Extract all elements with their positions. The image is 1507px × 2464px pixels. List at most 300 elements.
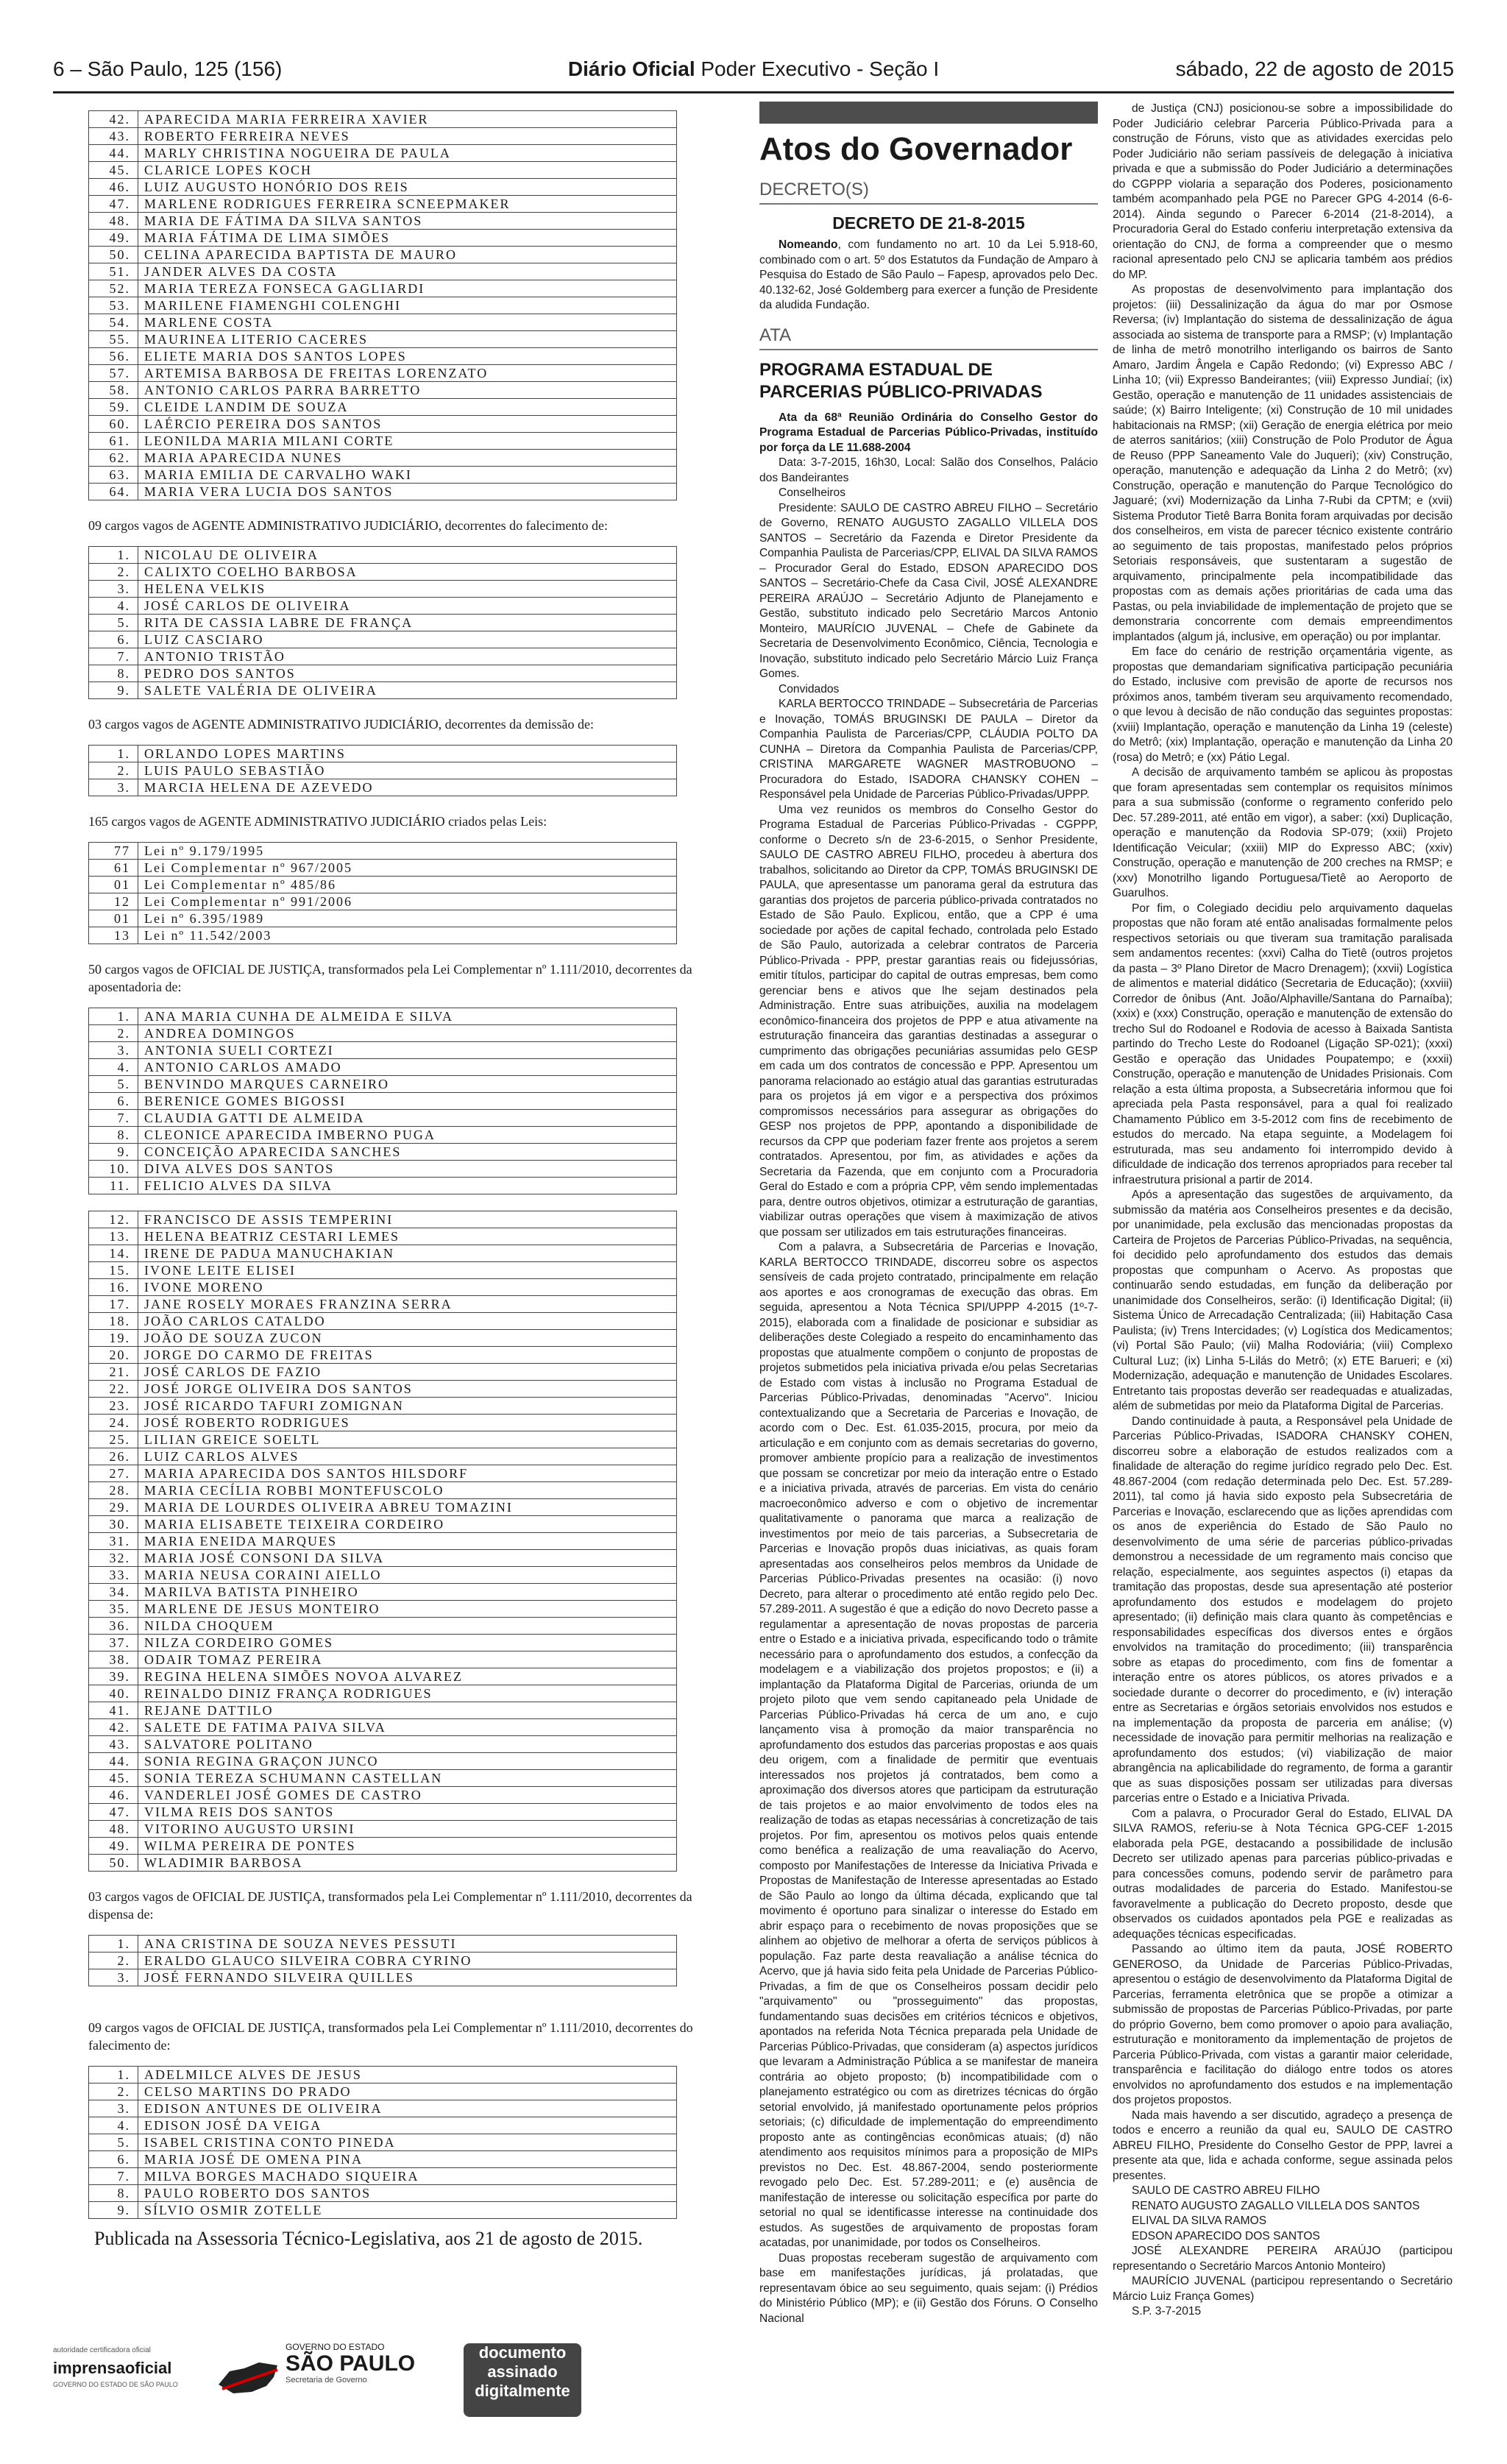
row-name: ISABEL CRISTINA CONTO PINEDA [138,2134,677,2151]
table-row [89,1161,677,1178]
row-number: 32. [89,1550,138,1567]
row-number: 42. [89,1719,138,1736]
row-name: CLARICE LOPES KOCH [138,162,677,179]
row-name: NICOLAU DE OLIVEIRA [138,547,677,564]
column-atos [759,102,1098,2325]
row-name: MARIA DE FÁTIMA DA SILVA SANTOS [138,213,677,230]
text-leis: 165 cargos vagos de AGENTE ADMINISTRATIVO JUDICIÁRIO criados pelas Leis: [88,814,547,829]
row-number: 29. [89,1499,138,1516]
row-number: 37. [89,1635,138,1651]
row-number: 28. [89,1482,138,1499]
row-name: REINALDO DINIZ FRANÇA RODRIGUES [138,1685,677,1702]
table-row [89,365,677,382]
row-name: LUIS PAULO SEBASTIÃO [138,762,677,779]
row-name: APARECIDA MARIA FERREIRA XAVIER [138,111,677,128]
paragraph: A decisão de arquivamento também se aplicou às propostas que foram apresentadas sem contemplar os requisitos mínimos para a sua submissão (conforme o regramento conferido pelo Dec. 57.289-2011, até então em vigor), a saber: (xxi) Duplicação, operação e manutenção da Rodovia SP-079; (xxii) Projeto Identificação Veicular; (xxiii) MIP do Expresso ABC; (xxiv) Construção, operação e manutenção de 200 creches na RMSP; e (xxv) Monotrilho ligando Portuguesa/Tietê ao Aeroporto de Guarulhos. [1113,766,1453,899]
table-row [89,598,677,615]
table-row [89,1499,677,1516]
row-name: JOSÉ CARLOS DE OLIVEIRA [138,598,677,615]
ata-body-cont [1113,102,1453,2184]
publication-note: Publicada na Assessoria Técnico-Legislativa, aos 21 de agosto de 2015. [94,2228,643,2249]
paper-title: Diário Oficial [567,57,695,80]
row-name: JANDER ALVES DA COSTA [138,263,677,280]
row-number: 3. [89,2100,138,2117]
row-number: 64. [89,484,138,500]
row-name: JOSÉ ROBERTO RODRIGUES [138,1415,677,1431]
row-number: 31. [89,1533,138,1550]
row-number: 6. [89,2151,138,2168]
row-number: 36. [89,1618,138,1635]
row-number: 50. [89,247,138,263]
imprensa-oficial-logo [53,2346,193,2427]
table-row [89,746,677,762]
row-name: JOSÉ RICARDO TAFURI ZOMIGNAN [138,1398,677,1415]
row-name: HELENA VELKIS [138,581,677,598]
table-row [89,2100,677,2117]
row-number: 4. [89,2117,138,2134]
row-number: 3. [89,581,138,598]
signatures [1113,2184,1453,2320]
paragraph: Com a palavra, o Procurador Geral do Estado, ELIVAL DA SILVA RAMOS, referiu-se à Nota Técnica GPG-CEF 1-2015 elaborada pela PGE, destacando a possibilidade de inclusão Decreto ser utilizado apenas para parcerias público-privadas e para concessões comuns, podendo servir de parâmetro para outras modalidades de parceria do Estado. Manifestou-se favoravelmente a publicação do Decreto proposto, desde que observados os cuidados apontados pela PGE e realizadas as adequações técnicas especificadas. [1113,1807,1453,1941]
table-row [89,1702,677,1719]
table-leis [88,842,677,944]
row-number: 2. [89,1953,138,1969]
row-number: 57. [89,365,138,382]
text-falecimento: 09 cargos vagos de AGENTE ADMINISTRATIVO JUDICIÁRIO, decorrentes do falecimento de: [88,518,609,533]
table-row [89,910,677,927]
table-row [89,263,677,280]
row-number: 9. [89,2202,138,2219]
row-name: IVONE MORENO [138,1279,677,1296]
table-row [89,2067,677,2084]
table-row [89,1618,677,1635]
table-row [89,1936,677,1953]
row-number: 18. [89,1313,138,1330]
row-name: LEONILDA MARIA MILANI CORTE [138,433,677,450]
row-number: 34. [89,1584,138,1601]
row-name: HELENA BEATRIZ CESTARI LEMES [138,1228,677,1245]
table-demissao [88,745,677,796]
table-row [89,779,677,796]
table-falecimento [88,546,677,699]
row-name: MARILVA BATISTA PINHEIRO [138,1584,677,1601]
row-name: IRENE DE PADUA MANUCHAKIAN [138,1245,677,1262]
paragraph: As propostas de desenvolvimento para implantação dos projetos: (iii) Dessalinização da água do mar por Osmose Reversa; (iv) Implantação do sistema de dessalinização de água associada ao sistema de transporte para a RMSP; (v) Implantação de linha de metrô monotrilho interligando os bairros de Santo Amaro, Jardim Ângela e Capão Redondo; (vi) Expresso ABC / Linha 10; (vii) Expresso Bandeirantes; (viii) Expresso Jundiaí; (ix) Gestão, operação e manutenção de 11 unidades assistenciais de saúde; (x) Bairro Inteligente; (xi) Construção de 10 mil unidades habitacionais na RMSP; (xii) Geração de energia elétrica por meio de aterros sanitários; (xiii) Construção de Polo Produtor de Água de Reuso (PPP Saneamento Vale do Juqueri); (xiv) Construção, operação, manutenção e adequação da Linha 2 do Metrô; (xv) Construção, operação e manutenção do Parque Tecnológico do Jaguaré; (xvi) Modernização da Linha 7-Rubi da CPTM; e (xvii) Sistema Produtor Tietê Barra Bonita foram arquivadas por decisão dos conselheiros, em vista de parecer técnico existente contrário ao seguimento de tais propostas, manifestado pelos próprios Setoriais responsáveis, que sustentaram a sugestão de arquivamento, principalmente pela incompatibilidade das propostas com as demais ações prioritárias de cada uma das Pastas, ou pela inviabilidade de implementação de projeto que se demonstraria concorrente com demais empreendimentos implantados (algum já, inclusive, em operação) ou por implantar. [1113,283,1453,643]
table-row [89,1347,677,1364]
row-number: 3. [89,1042,138,1059]
paragraph: Presidente: SAULO DE CASTRO ABREU FILHO – Secretário de Governo, RENATO AUGUSTO ZAGALLO VILLELA DOS SANTOS – Secretário da Fazenda e Diretor Presidente da Companhia Paulista de Parcerias/CPP, ELIVAL DA SILVA RAMOS – Procurador Geral do Estado, EDSON APARECIDO DOS SANTOS – Secretário-Chefe da Casa Civil, JOSÉ ALEXANDRE PEREIRA ARAÚJO – Secretário Adjunto de Planejamento e Gestão, substituto indicado pelo Secretário Marcos Antonio Monteiro, MAURÍCIO JUVENAL – Chefe de Gabinete da Secretaria de Desenvolvimento Econômico, Ciência, Tecnologia e Inovação, substituto indicado pelo Secretário Márcio Luiz França Gomes. [759,501,1098,680]
row-name: VILMA REIS DOS SANTOS [138,1804,677,1821]
row-name: REGINA HELENA SIMÕES NOVOA ALVAREZ [138,1668,677,1685]
row-number: 16. [89,1279,138,1296]
table-row [89,1228,677,1245]
row-name: ERALDO GLAUCO SILVEIRA COBRA CYRINO [138,1953,677,1969]
row-name: SONIA TEREZA SCHUMANN CASTELLAN [138,1770,677,1787]
gov-top: GOVERNO DO ESTADO [286,2342,385,2352]
row-name: LILIAN GREICE SOELTL [138,1431,677,1448]
table-row [89,348,677,365]
table-row [89,1296,677,1313]
row-number: 12 [89,893,138,910]
row-name: LUIZ CASCIARO [138,631,677,648]
table-row [89,1279,677,1296]
row-number: 17. [89,1296,138,1313]
text-aposentadoria: 50 cargos vagos de OFICIAL DE JUSTIÇA, transformados pela Lei Complementar nº 1.111/2010, decorrentes da aposentadoria de: [88,962,692,994]
row-number: 39. [89,1668,138,1685]
row-name: MARILENE FIAMENGHI COLENGHI [138,297,677,314]
table-row [89,331,677,348]
row-number: 1. [89,547,138,564]
table-row [89,893,677,910]
table-row [89,2168,677,2185]
row-number: 2. [89,762,138,779]
table-row [89,927,677,944]
signature-line: ELIVAL DA SILVA RAMOS [1132,2215,1267,2227]
table-row [89,1415,677,1431]
row-name: MARIA CECÍLIA ROBBI MONTEFUSCOLO [138,1482,677,1499]
row-name: VANDERLEI JOSÉ GOMES DE CASTRO [138,1787,677,1804]
table-row [89,1144,677,1161]
imprensa-sub: GOVERNO DO ESTADO DE SÃO PAULO [53,2381,178,2388]
row-number: 5. [89,615,138,631]
row-number: 2. [89,2084,138,2100]
table-row [89,382,677,399]
row-name: MARLENE COSTA [138,314,677,331]
row-name: ORLANDO LOPES MARTINS [138,746,677,762]
row-number: 7. [89,2168,138,2185]
row-number: 33. [89,1567,138,1584]
row-name: CLEIDE LANDIM DE SOUZA [138,399,677,416]
table-row [89,1953,677,1969]
signature-line: S.P. 3-7-2015 [1132,2305,1202,2318]
table-row [89,1110,677,1127]
row-number: 6. [89,1093,138,1110]
footer-logos [53,2332,568,2435]
row-name: MARLENE RODRIGUES FERREIRA SCNEEPMAKER [138,196,677,213]
table-row [89,2134,677,2151]
table-row [89,1855,677,1872]
table-row [89,1838,677,1855]
row-number: 54. [89,314,138,331]
paragraph: Convidados [779,682,840,695]
row-name: Lei Complementar nº 991/2006 [138,893,677,910]
row-name: FELICIO ALVES DA SILVA [138,1178,677,1194]
row-name: MARIA EMILIA DE CARVALHO WAKI [138,467,677,484]
row-name: NILDA CHOQUEM [138,1618,677,1635]
sp-map-icon [215,2355,281,2399]
table-row [89,1381,677,1398]
row-name: MARCIA HELENA DE AZEVEDO [138,779,677,796]
table-row [89,762,677,779]
table-row [89,1042,677,1059]
row-number: 5. [89,2134,138,2151]
row-number: 43. [89,128,138,145]
section-heading: Atos do Governador [759,131,1073,167]
row-number: 63. [89,467,138,484]
text-dispensa: 03 cargos vagos de OFICIAL DE JUSTIÇA, transformados pela Lei Complementar nº 1.111/2010, decorrentes da dispensa de: [88,1889,692,1922]
row-name: MILVA BORGES MACHADO SIQUEIRA [138,2168,677,2185]
table-row [89,581,677,598]
row-name: FRANCISCO DE ASSIS TEMPERINI [138,1211,677,1228]
paragraph: Data: 3-7-2015, 16h30, Local: Salão dos Conselhos, Palácio dos Bandeirantes [759,456,1098,484]
table-dispensa [88,1935,677,1986]
gov-sub: Secretaria de Governo [286,2376,367,2385]
table-row [89,665,677,682]
table-row [89,648,677,665]
table-row [89,1262,677,1279]
row-number: 43. [89,1736,138,1753]
row-name: ANTONIA SUELI CORTEZI [138,1042,677,1059]
table-row [89,1398,677,1415]
decreto-body: , com fundamento no art. 10 da Lei 5.918-60, combinado com o art. 5º dos Estatutos da Fundação de Amparo à Pesquisa do Estado de São Paulo – Fapesp, aprovados pelo Dec. 40.132-62, José Goldemberg para exercer a função de Presidente da aludida Fundação. [759,238,1098,311]
row-number: 4. [89,1059,138,1076]
row-name: SONIA REGINA GRAÇON JUNCO [138,1753,677,1770]
badge-line3: digitalmente [475,2382,570,2400]
row-number: 13. [89,1228,138,1245]
table-row [89,547,677,564]
row-name: ANDREA DOMINGOS [138,1025,677,1042]
row-number: 5. [89,1076,138,1093]
row-name: MARLENE DE JESUS MONTEIRO [138,1601,677,1618]
row-number: 24. [89,1415,138,1431]
row-number: 47. [89,1804,138,1821]
row-name: CALIXTO COELHO BARBOSA [138,564,677,581]
row-number: 13 [89,927,138,944]
row-number: 45. [89,162,138,179]
table-row [89,1178,677,1194]
table-row [89,860,677,877]
signature-line: RENATO AUGUSTO ZAGALLO VILLELA DOS SANTOS [1132,2199,1420,2212]
row-number: 53. [89,297,138,314]
table-row [89,1787,677,1804]
row-number: 15. [89,1262,138,1279]
row-number: 35. [89,1601,138,1618]
signature-line: MAURÍCIO JUVENAL (participou representando o Secretário Márcio Luiz França Gomes) [1113,2275,1453,2303]
row-name: MARIA APARECIDA NUNES [138,450,677,467]
row-name: MARIA ELISABETE TEIXEIRA CORDEIRO [138,1516,677,1533]
row-name: Lei nº 11.542/2003 [138,927,677,944]
table-row [89,1482,677,1499]
row-number: 38. [89,1651,138,1668]
decreto-text [759,238,1098,314]
row-name: JOÃO CARLOS CATALDO [138,1313,677,1330]
row-name: ADELMILCE ALVES DE JESUS [138,2067,677,2084]
column-ata-cont [1113,102,1453,2318]
row-number: 40. [89,1685,138,1702]
table-row [89,196,677,213]
row-name: MARIA NEUSA CORAINI AIELLO [138,1567,677,1584]
row-number: 21. [89,1364,138,1381]
row-number: 1. [89,1936,138,1953]
paragraph: Nada mais havendo a ser discutido, agradeço a presença de todos e encerro a reunião da qual eu, SAULO DE CASTRO ABREU FILHO, Presidente do Conselho Gestor de PPP, lavrei a presente ata que, lida e achada conforme, segue assinada pelos presentes. [1113,2109,1453,2182]
row-number: 49. [89,230,138,247]
row-number: 1. [89,746,138,762]
column-lists [87,110,718,2252]
row-name: LUIZ AUGUSTO HONÓRIO DOS REIS [138,179,677,196]
row-name: MARIA ENEIDA MARQUES [138,1533,677,1550]
row-number: 45. [89,1770,138,1787]
row-number: 12. [89,1211,138,1228]
row-number: 6. [89,631,138,648]
paragraph: Uma vez reunidos os membros do Conselho Gestor do Programa Estadual de Parcerias Público-Privadas - CGPPP, conforme o Decreto s/n de 23-6-2015, o Senhor Presidente, SAULO DE CASTRO ABREU FILHO, procedeu à abertura dos trabalhos, solicitando ao Diretor da CPP, TOMÁS BRUGINSKI DE PAULA, que apresentasse um panorama geral da estrutura das garantias dos projetos de parceria público-privada contratados no Estado de São Paulo. Explicou, então, que a CPP é uma sociedade por ações de capital fechado, controlada pelo Estado de São Paulo, autorizada a celebrar contratos de Parceria Público-Privada - PPP, prestar garantias reais ou fidejussórias, emitir títulos, participar do capital de outras empresas, bem como gerenciar bens e ativos que lhe sejam destinados pela Administração. Entre suas atribuições, auxilia na modelagem econômico-financeira dos projetos de PPP e atua ativamente na estruturação financeira das garantias destinadas a assegurar o cumprimento das obrigações pecuniárias assumidas pelo GESP em cada um dos contratos de concessão e PPP. Apresentou um panorama relacionado ao estágio atual das garantias estruturadas para os projetos já em vigor e a perspectiva dos próximos compromissos necessários para assegurar as obrigações do GESP nos projetos de PPP, apontando a disponibilidade de recursos da CPP que poderiam fazer frente aos projetos a serem contratados. Apresentou, por fim, as atividades e ações da Secretaria da Fazenda, que em conjunto com a Procuradoria Geral do Estado e com a própria CPP, vêm sendo implementadas para, dentre outros objetivos, otimizar a estruturação de garantias, viabilizar outras operações que visem à maximização de ativos que possam ser utilizados em tais estruturações financeiras. [759,803,1098,1239]
row-number: 8. [89,665,138,682]
table-row [89,162,677,179]
paragraph: Com a palavra, a Subsecretária de Parcerias e Inovação, KARLA BERTOCCO TRINDADE, discorreu sobre os aspectos sensíveis de cada projeto contratado, principalmente em relação aos aportes e aos cronogramas de execução das obras. Em seguida, apresentou a Nota Técnica SPI/UPPP 4-2015 (1º-7-2015), elaborada com a finalidade de posicionar e subsidiar as deliberações deste Colegiado a respeito do encaminhamento das propostas que atualmente compõem o conjunto de propostas de projetos submetidos pela iniciativa privada e/ou pelas Secretarias de Estado com vistas à inclusão no Programa Estadual de Parcerias Público-Privadas, denominadas "Acervo". Iniciou contextualizando que a Secretaria de Parcerias e Inovação, de acordo com o Dec. Est. 61.035-2015, procura, por meio da articulação e em conjunto com as demais secretarias do governo, promover ambiente propício para a realização de investimentos que possam se concretizar por meio da interação entre o Estado e a iniciativa privada, através de parcerias. Em vista do cenário macroeconômico adverso e com o objetivo de incrementar qualitativamente o panorama que marca a realização de investimentos por meio de tais parcerias, a Subsecretaria de Parcerias e Inovação propôs duas iniciativas, as quais foram apresentadas aos conselheiros pelos membros da Unidade de Parcerias Público-Privadas presentes na ocasião: (i) novo Decreto, para alterar o procedimento até então regido pelo Dec. 57.289-2011. A sugestão é que a edição do novo Decreto passe a regulamentar a apresentação de novas propostas de parceria entre o Estado e a iniciativa privada, especificando todo o trâmite necessário para o aprofundamento dos estudos, a confecção da modelagem e a viabilização dos projetos propostos; e (ii) a implantação da Plataforma Digital de Parcerias, oriunda de um projeto piloto que vem sendo capitaneado pela Unidade de Parcerias Público-Privadas há cerca de um ano, e cujo lançamento visa à promoção da maior transparência no aprofundamento dos estudos das parcerias propostas e aos quais deu origem, com a finalidade de permitir que eventuais interessados nos projetos já contratados, bem como a aproximação dos diversos atores que participam da estruturação de tais projetos e ao maior envolvimento de todos eles na realização de todas as etapas necessárias à concretização de tais projetos. Por fim, apresentou os motivos pelos quais entende como benéfica a realização de uma reavaliação do Acervo, composto por Manifestações de Interesse da Iniciativa Privada e Propostas de Manifestação de Interesse apresentadas ao Estado de São Paulo ao longo da última década, explicando que tal movimento é oportuno para sinalizar o interesse do Estado em abrir espaço para o recebimento de novas proposições que se alinhem ao objetivo de melhorar a oferta de serviços públicos à população. Faz parte desta reavaliação a análise técnica do Acervo, que já havia sido feita pela Unidade de Parcerias Público-Privadas, a fim de que os Conselheiros possam decidir pelo "arquivamento" ou "prosseguimento" das propostas, fundamentando suas decisões em critérios técnicos e objetivos, apontados na referida Nota Técnica preparada pela Unidade de Parcerias Público-Privadas, que consideram (a) aspectos jurídicos que levaram a Administração Pública a se manifestar de maneira contrária ao objeto proposto; (b) incompatibilidade com o planejamento estratégico ou com as diretrizes técnicas do órgão setorial envolvido, já manifestado oportunamente pelos próprios setoriais; (c) dificuldade de implementação do empreendimento proposto ante as contingências econômicas atuais; (d) não atendimento aos requisitos mínimos para a proposição de MIPs previstos no Dec. Est. 48.867-2004, sendo posteriormente revogado pelo Dec. Est. 57.289-2011; e (e) ausência de manifestação de interesse ou solicitação específica por parte do setorial no qual se identificasse interesse na continuidade dos estudos. As sugestões de arquivamento de propostas foram acatadas, por unanimidade, por todos os Conselheiros. [759,1241,1098,2249]
ata-title: Ata da 68ª Reunião Ordinária do Conselho Gestor do Programa Estadual de Parcerias Público-Privadas, instituído por força da LE 11.688-2004 [759,411,1098,454]
table-row [89,416,677,433]
paragraph: Duas propostas receberam sugestão de arquivamento com base em manifestações jurídicas, já prolatadas, que representavam óbice ao seu seguimento, quais sejam: (i) Prédios do Ministério Público (MP); e (ii) Gestão dos Fóruns. O Conselho Nacional [759,2251,1098,2325]
row-name: JOSÉ CARLOS DE FAZIO [138,1364,677,1381]
row-name: RITA DE CASSIA LABRE DE FRANÇA [138,615,677,631]
row-name: DIVA ALVES DOS SANTOS [138,1161,677,1178]
row-number: 62. [89,450,138,467]
table-row [89,615,677,631]
row-name: JOSÉ JORGE OLIVEIRA DOS SANTOS [138,1381,677,1398]
row-name: VITORINO AUGUSTO URSINI [138,1821,677,1838]
paragraph: KARLA BERTOCCO TRINDADE – Subsecretária de Parcerias e Inovação, TOMÁS BRUGINSKI DE PAULA – Diretor da Companhia Paulista de Parcerias/CPP, CLÁUDIA POLTO DA CUNHA – Diretora da Companhia Paulista de Parcerias/CPP, CRISTINA MARGARETE WAGNER MASTROBUONO – Procuradora do Estado, ISADORA CHANSKY COHEN – Responsável pela Unidade de Parcerias Público-Privadas/UPPP. [759,698,1098,801]
table-row [89,1770,677,1787]
paper-subtitle: Poder Executivo - Seção I [695,57,940,80]
digital-signature-badge [464,2343,581,2417]
row-name: ARTEMISA BARBOSA DE FREITAS LORENZATO [138,365,677,382]
row-name: NILZA CORDEIRO GOMES [138,1635,677,1651]
spacer [87,1194,718,1211]
paragraph: Por fim, o Colegiado decidiu pelo arquivamento daquelas propostas que não foram até então analisadas formalmente pelos respectivos setoriais ou que tiveram sua tramitação paralisada sem andamentos recentes: (xxvi) Calha do Tietê (outros projetos da pasta – 3º Plano Diretor de Macro Drenagem); (xxvii) Logística de alimentos e material didático (Secretaria de Educação); (xxviii) Corredor de ônibus (Ant. João/Alphaville/Santana do Parnaíba); (xxix) e (xxx) Construção, operação e manutenção de extensão do trecho Sul do Rodoanel e Rodovia de acesso à Baixada Santista partindo do Trecho Leste do Rodoanel (Ligação SP-021); (xxxi) Gestão e operação das Unidades Poupatempo; e (xxxii) Construção, operação e manutenção de Unidades Prisionais. Com relação a esta última proposta, a Subsecretária informou que foi apreciada pela Pasta responsável, para a qual foi realizado Chamamento Público em 3-5-2012 com fins de recebimento de estudos do mercado. Na etapa seguinte, a Modelagem foi estruturada, mas seu andamento foi interrompido devido à dificuldade de indicação dos terrenos apropriados para receber tal infraestrutura prisional a partir de 2014. [1113,902,1453,1186]
table-row [89,128,677,145]
table-row [89,1635,677,1651]
row-name: EDISON ANTUNES DE OLIVEIRA [138,2100,677,2117]
row-number: 10. [89,1161,138,1178]
table-row [89,1211,677,1228]
table-row [89,2185,677,2202]
table-row [89,843,677,860]
row-number: 61 [89,860,138,877]
section-decreto: DECRETO(S) [759,180,1098,205]
row-number: 55. [89,331,138,348]
row-number: 30. [89,1516,138,1533]
row-number: 46. [89,179,138,196]
decreto-bold: Nomeando [779,238,838,251]
row-name: IVONE LEITE ELISEI [138,1262,677,1279]
row-number: 56. [89,348,138,365]
row-number: 50. [89,1855,138,1872]
table-row [89,2117,677,2134]
table-row [89,1364,677,1381]
table-row [89,1025,677,1042]
row-name: MARIA JOSÉ CONSONI DA SILVA [138,1550,677,1567]
row-name: JANE ROSELY MORAES FRANZINA SERRA [138,1296,677,1313]
row-number: 1. [89,2067,138,2084]
table-row [89,111,677,128]
table-row [89,1719,677,1736]
table-row [89,1668,677,1685]
table-row [89,145,677,162]
table-row [89,1076,677,1093]
row-number: 8. [89,2185,138,2202]
row-name: WILMA PEREIRA DE PONTES [138,1838,677,1855]
table-row [89,1567,677,1584]
row-name: JORGE DO CARMO DE FREITAS [138,1347,677,1364]
paragraph: de Justiça (CNJ) posicionou-se sobre a impossibilidade do Poder Judiciário celebrar Parceria Público-Privada para a construção de Fóruns, visto que as atividades exercidas pelo Poder Judiciário não seriam passíveis de delegação à iniciativa privada e que a submissão do Poder Judiciário a determinações do CGPPP violaria a separação dos Poderes, posicionamento também acompanhado pela PGE no Parecer GPG 4-2014 (6-6-2014). Ainda segundo o Parecer 6-2014 (21-8-2014), a Procuradoria Geral do Estado conferiu interpretação extensiva da orientação do CNJ, de forma a compreender que o mesmo racional apresentado pelo CNJ se aplicaria também aos prédios do MP. [1113,102,1453,281]
gov-main: SÃO PAULO [286,2351,416,2376]
row-name: MARIA APARECIDA DOS SANTOS HILSDORF [138,1465,677,1482]
row-number: 60. [89,416,138,433]
table-row [89,1313,677,1330]
table-row [89,433,677,450]
row-number: 22. [89,1381,138,1398]
table-row [89,877,677,893]
row-number: 61. [89,433,138,450]
header-rule [53,91,1454,93]
row-number: 9. [89,1144,138,1161]
row-name: ANA MARIA CUNHA DE ALMEIDA E SILVA [138,1008,677,1025]
row-name: MARLY CHRISTINA NOGUEIRA DE PAULA [138,145,677,162]
row-number: 77 [89,843,138,860]
signature-line: SAULO DE CASTRO ABREU FILHO [1132,2184,1320,2197]
table-aposentadoria-b [88,1211,677,1872]
row-number: 49. [89,1838,138,1855]
row-number: 44. [89,145,138,162]
row-name: MARIA FÁTIMA DE LIMA SIMÕES [138,230,677,247]
row-number: 01 [89,877,138,893]
row-name: CLEONICE APARECIDA IMBERNO PUGA [138,1127,677,1144]
row-name: CONCEIÇÃO APARECIDA SANCHES [138,1144,677,1161]
table-row [89,467,677,484]
table-row [89,1330,677,1347]
paragraph: Dando continuidade à pauta, a Responsável pela Unidade de Parcerias Público-Privadas, ISADORA CHANSKY COHEN, discorreu sobre a elaboração de estudos realizados com a finalidade de alteração do regime jurídico regrado pelo Dec. Est. 48.867-2004 (com redação determinada pelo Dec. Est. 57.289-2011), tal como já havia sido exposto pela Subsecretária de Parcerias e Inovação, esclarecendo que as lições aprendidas com os anos de experiência do Estado de São Paulo no desenvolvimento de uma série de parcerias público-privadas demonstrou a necessidade de um regramento mais conciso que relação, especialmente, aos seguintes aspectos (i) etapas da tramitação das propostas, desde sua apresentação até posterior aprofundamento dos estudos e modelagem do projeto apresentado; (ii) definição mais clara quanto às competências e responsabilidades específicas dos diversos entes e órgãos envolvidos na tramitação do procedimento; (iii) transparência sobre as etapas do procedimento, com fins de fomentar a interação entre os atores públicos, os atores privados e a sociedade durante o decorrer do procedimento, e (iv) interação entre as Secretarias e órgãos setoriais envolvidos nos estudos e na implementação da proposta de parceria em análise; (v) necessidade de inovação para permitir melhorias na realização e aprofundamento dos estudos; (vi) viabilização de maior abrangência na aplicabilidade do regramento, de forma a garantir que as suas disposições possam ser utilizadas para diversas parcerias entre o Estado e a Iniciativa Privada. [1113,1415,1453,1805]
row-name: PEDRO DOS SANTOS [138,665,677,682]
row-name: SALETE VALÉRIA DE OLIVEIRA [138,682,677,699]
row-name: SÍLVIO OSMIR ZOTELLE [138,2202,677,2219]
signature-line: EDSON APARECIDO DOS SANTOS [1132,2229,1320,2242]
row-number: 7. [89,648,138,665]
row-name: Lei Complementar nº 967/2005 [138,860,677,877]
table-row [89,1008,677,1025]
table-row [89,450,677,467]
row-name: LUIZ CARLOS ALVES [138,1448,677,1465]
table-row [89,1651,677,1668]
row-name: ROBERTO FERREIRA NEVES [138,128,677,145]
row-number: 26. [89,1448,138,1465]
row-number: 2. [89,1025,138,1042]
section-band [759,102,1098,124]
row-name: PAULO ROBERTO DOS SANTOS [138,2185,677,2202]
table-row [89,1059,677,1076]
table-row [89,247,677,263]
table-row [89,1465,677,1482]
table-row [89,213,677,230]
row-number: 9. [89,682,138,699]
page-info: 6 – São Paulo, 125 (156) [53,57,283,80]
row-number: 48. [89,213,138,230]
row-number: 27. [89,1465,138,1482]
table-row [89,1448,677,1465]
row-name: MAURINEA LITERIO CACERES [138,331,677,348]
row-name: SALETE DE FATIMA PAIVA SILVA [138,1719,677,1736]
page-header [53,57,1454,87]
paragraph: Passando ao último item da pauta, JOSÉ ROBERTO GENEROSO, da Unidade de Parcerias Público-Privadas, apresentou o estágio de desenvolvimento da Plataforma Digital de Parcerias, ferramenta eletrônica que se propõe a otimizar a submissão de propostas de Parcerias Público-Privadas, por parte do próprio Governo, bem como promover o apoio para avaliação, estruturação e monitoramento da implementação de projetos de Parceria Público-Privada, com vistas a garantir maior celeridade, transparência e facilitação do diálogo entre todos os atores envolvidos no aprofundamento dos estudos e na implementação dos projetos propostos. [1113,1943,1453,2106]
table-row [89,631,677,648]
row-name: ANTONIO TRISTÃO [138,648,677,665]
row-name: MARIA DE LOURDES OLIVEIRA ABREU TOMAZINI [138,1499,677,1516]
row-name: Lei nº 6.395/1989 [138,910,677,927]
table-row [89,297,677,314]
table-row [89,179,677,196]
table-row [89,1516,677,1533]
table-row [89,1753,677,1770]
row-name: CELSO MARTINS DO PRADO [138,2084,677,2100]
row-number: 52. [89,280,138,297]
